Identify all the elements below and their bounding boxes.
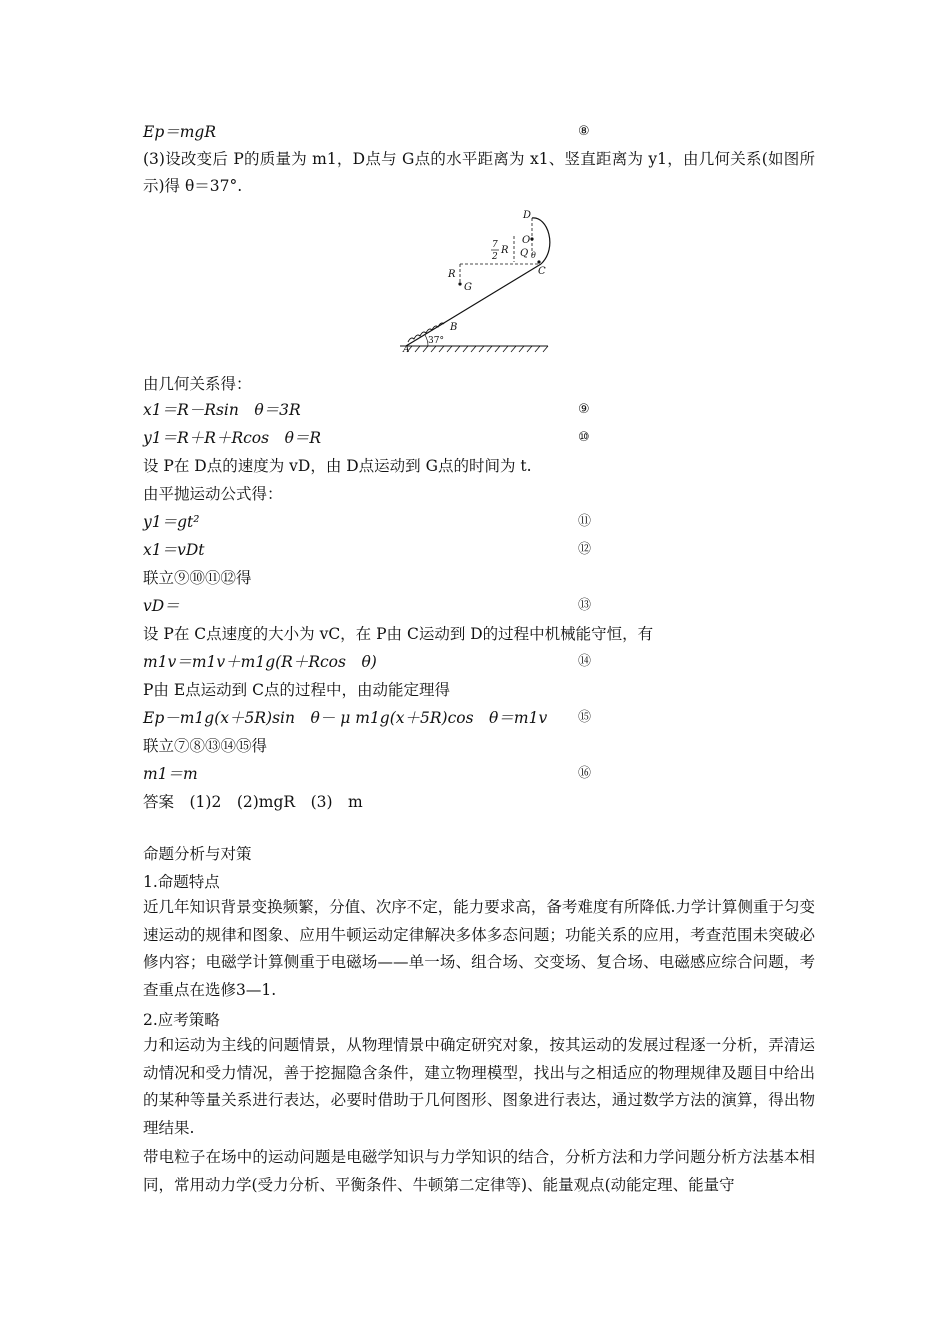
line-text: Ep＝mgR (143, 123, 217, 141)
eq-mark-12: ⑫ (578, 542, 592, 557)
line-geometry-intro: 由几何关系得： (143, 375, 252, 393)
answer-line: 答案 (1)2 (2)mgR (3) m (143, 793, 363, 811)
eq-mark-15: ⑮ (578, 710, 592, 725)
eq-mark-13: ⑬ (578, 598, 592, 613)
line-combine-1: 联立⑨⑩⑪⑫得 (143, 569, 252, 587)
frac-num: 7 (492, 240, 498, 250)
section-heading-2: 2.应考策略 (143, 1011, 220, 1029)
label-R: R (448, 269, 456, 280)
section-title: 命题分析与对策 (143, 845, 252, 863)
label-angle: 37° (428, 336, 444, 346)
equation-line-9: x1＝R－Rsin θ＝3R (143, 401, 301, 419)
label-A: A (403, 345, 410, 355)
equation-line-15: Ep－m1g(x＋5R)sin θ－ μ m1g(x＋5R)cos θ＝m1v (143, 709, 548, 727)
section-paragraph-1: 近几年知识背景变换频繁，分值、次序不定，能力要求高，备考难度有所降低.力学计算侧重于匀变速运动的规律和图象、应用牛顿运动定律解决多体多态问题；功能关系的应用，考查范围未突破必修内容；电磁学计算侧重于电磁场——单一场、组合场、交变场、复合场、电磁感应综合问题，考查重点在选修3—1. (143, 898, 815, 999)
label-O: O (522, 235, 531, 246)
section-paragraph-3: 带电粒子在场中的运动问题是电磁学知识与力学知识的结合，分析方法和力学问题分析方法基本相同，常用动力学(受力分析、平衡条件、牛顿第二定律等)、能量观点(动能定理、能量守 (143, 1148, 815, 1194)
section-paragraph-2: 力和运动为主线的问题情景，从物理情景中确定研究对象，按其运动的发展过程逐一分析，弄清运动情况和受力情况，善于挖掘隐含条件，建立物理模型，找出与之相适应的物理规律及题目中给出的某种等量关系进行表达，必要时借助于几何图形、图象进行表达，通过数学方法的演算，得出物理结果. (143, 1036, 815, 1137)
line-projectile-intro: 由平抛运动公式得： (143, 485, 283, 503)
line-velocity-D: 设 P在 D点的速度为 vD，由 D点运动到 G点的时间为 t. (143, 457, 532, 475)
eq-mark-14: ⑭ (578, 654, 592, 669)
equation-line-14: m1v＝m1v＋m1g(R＋Rcos θ) (143, 653, 377, 671)
eq-mark-11: ⑪ (578, 514, 592, 529)
label-G: G (464, 282, 472, 293)
equation-line-13: vD＝ (143, 597, 180, 615)
part3-text: (3)设改变后 P的质量为 m1，D点与 G点的水平距离为 x1、竖直距离为 y1，由几何关系(如图所示)得 θ＝37°. (143, 150, 815, 195)
geometry-figure (398, 206, 558, 356)
frac-R: R (501, 245, 509, 256)
frac-den: 2 (492, 252, 498, 262)
line-work-energy: P由 E点运动到 C点的过程中，由动能定理得 (143, 681, 450, 699)
label-theta: θ (531, 251, 536, 260)
eq-mark-8: ⑧ (578, 124, 590, 139)
eq-mark-9: ⑨ (578, 402, 590, 417)
line-combine-2: 联立⑦⑧⑬⑭⑮得 (143, 737, 268, 755)
label-D: D (523, 210, 532, 221)
equation-line-1 (143, 122, 216, 142)
eq-mark-16: ⑯ (578, 766, 592, 781)
incline-track (406, 264, 541, 346)
equation-line-11: y1＝gt² (143, 513, 200, 531)
eq-mark-10: ⑩ (578, 430, 590, 445)
section-heading-1: 1.命题特点 (143, 873, 220, 891)
equation-line-12: x1＝vDt (143, 541, 205, 559)
equation-line-10: y1＝R＋R＋Rcos θ＝R (143, 429, 322, 447)
equation-line-16: m1＝m (143, 765, 198, 783)
label-C: C (538, 266, 546, 277)
label-Q: Q (520, 248, 529, 259)
label-B: B (450, 322, 458, 333)
line-energy-conservation: 设 P在 C点速度的大小为 vC，在 P由 C运动到 D的过程中机械能守恒，有 (143, 625, 654, 643)
